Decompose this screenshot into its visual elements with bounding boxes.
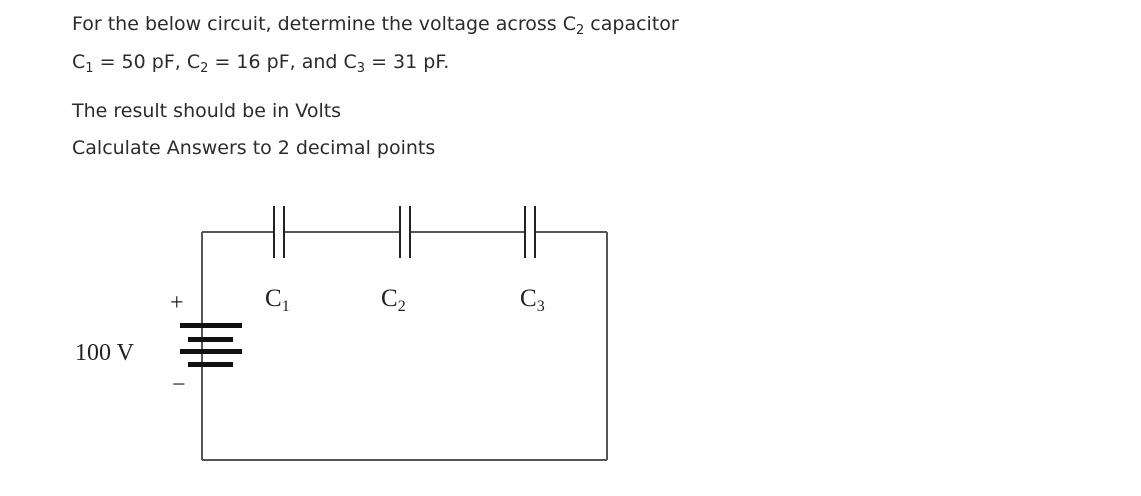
circuit-wires: [202, 232, 607, 460]
question-line-1-prefix: For the below circuit, determine the voltage across C: [72, 13, 576, 35]
capacitor-c2-symbol: [400, 206, 410, 258]
question-line-1-suffix: capacitor: [584, 13, 679, 35]
c2-label: C: [186, 51, 201, 73]
result-unit-text: The result should be in Volts: [72, 100, 342, 122]
capacitor-c1-symbol: [274, 206, 284, 258]
battery-minus-sign: −: [172, 372, 186, 398]
c2-value: = 16 pF, and: [208, 51, 344, 73]
c2-subscript: 2: [200, 61, 209, 76]
c1-value: = 50 pF,: [93, 51, 187, 73]
capacitor-c1-label: $C_1$: [265, 285, 290, 315]
question-line-1-subscript: 2: [575, 23, 585, 38]
c3-subscript: 3: [356, 61, 366, 76]
c1-subscript: 1: [85, 61, 94, 76]
capacitor-c2-label: $C_2$: [381, 285, 406, 315]
c3-value: = 31 pF.: [365, 51, 450, 73]
c1-label: C: [72, 51, 86, 73]
battery-plus-sign: +: [170, 290, 184, 316]
source-voltage-label: 100 V: [75, 340, 134, 366]
battery-symbol: [180, 323, 242, 367]
precision-text: Calculate Answers to 2 decimal points: [72, 137, 436, 159]
capacitor-c3-label: $C_3$: [520, 285, 545, 315]
c3-label: C: [343, 51, 357, 73]
capacitor-c3-symbol: [525, 206, 535, 258]
